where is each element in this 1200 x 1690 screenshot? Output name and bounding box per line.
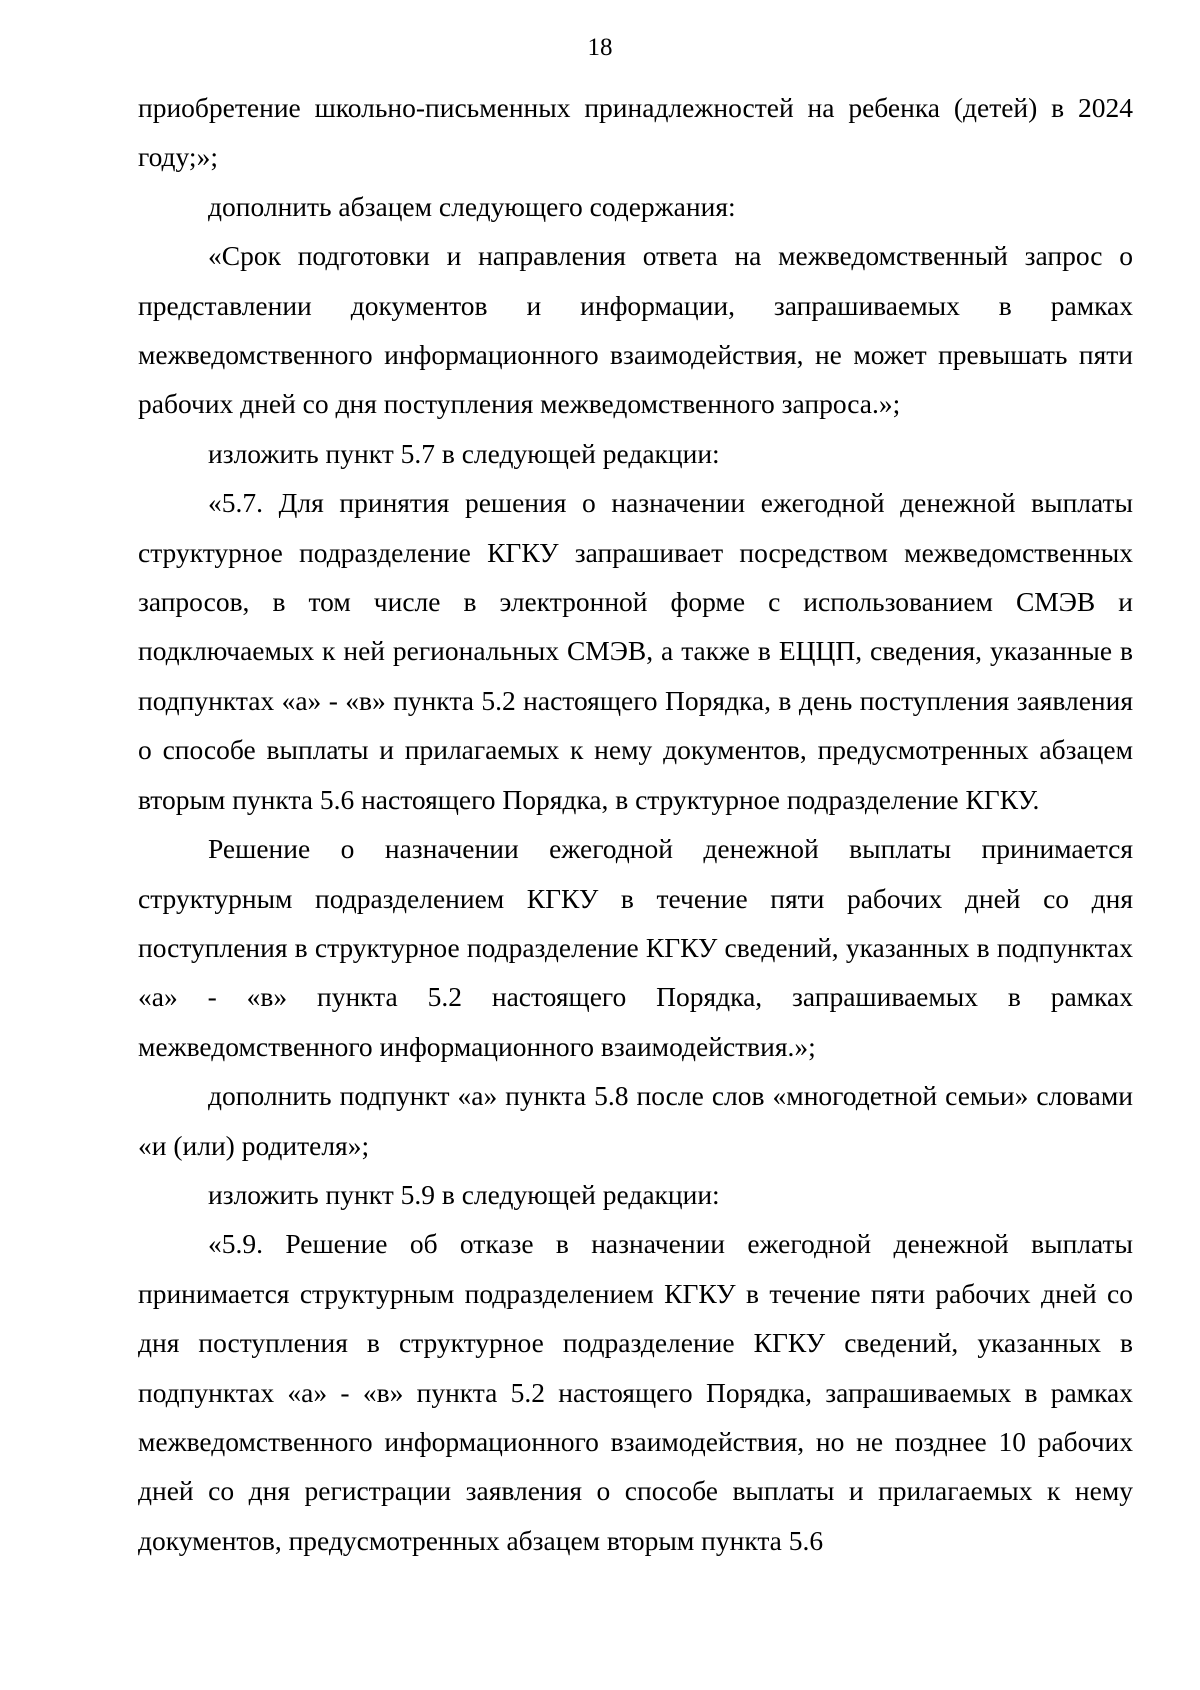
page-number: 18 xyxy=(587,34,613,61)
paragraph-decision: Решение о назначении ежегодной денежной выплаты принимается структурным подразделением КГКУ в течение пяти рабочих дней со дня поступления в структурное подразделение КГКУ сведений, указанных в подпунктах «а» - «в» пункта 5.2 настоящего Порядка, запрашиваемых в рамках межведомственного информационного взаимодействия.»; xyxy=(138,833,1133,1062)
paragraph-amendment-5-8: дополнить подпункт «а» пункта 5.8 после слов «многодетной семьи» словами «и (или) родителя»; xyxy=(138,1080,1133,1161)
paragraph-item-5-7: «5.7. Для принятия решения о назначении ежегодной денежной выплаты структурное подразделение КГКУ запрашивает посредством межведомственных запросов, в том числе в электронной форме с использованием СМЭВ и подключаемых к ней региональных СМЭВ, а также в ЕЦЦП, сведения, указанные в подпунктах «а» - «в» пункта 5.2 настоящего Порядка, в день поступления заявления о способе выплаты и прилагаемых к нему документов, предусмотренных абзацем вторым пункта 5.6 настоящего Порядка, в структурное подразделение КГКУ. xyxy=(138,487,1133,815)
paragraph-quoted-deadline: «Срок подготовки и направления ответа на межведомственный запрос о представлении документов и информации, запрашиваемых в рамках межведомственного информационного взаимодействия, не может превышать пяти рабочих дней со дня поступления межведомственного запроса.»; xyxy=(138,240,1133,420)
document-body xyxy=(138,83,1133,1565)
paragraph-amendment-5-9: изложить пункт 5.9 в следующей редакции: xyxy=(208,1178,720,1210)
paragraph-item-5-9: «5.9. Решение об отказе в назначении ежегодной денежной выплаты принимается структурным подразделением КГКУ в течение пяти рабочих дней со дня поступления в структурное подразделение КГКУ сведений, указанных в подпунктах «а» - «в» пункта 5.2 настоящего Порядка, запрашиваемых в рамках межведомственного информационного взаимодействия, но не позднее 10 рабочих дней со дня регистрации заявления о способе выплаты и прилагаемых к нему документов, предусмотренных абзацем вторым пункта 5.6 xyxy=(138,1228,1133,1556)
paragraph-amendment-add: дополнить абзацем следующего содержания: xyxy=(208,190,736,222)
paragraph-continuation: приобретение школьно-письменных принадлежностей на ребенка (детей) в 2024 году;»; xyxy=(138,92,1133,173)
paragraph-amendment-5-7: изложить пункт 5.7 в следующей редакции: xyxy=(208,437,720,469)
